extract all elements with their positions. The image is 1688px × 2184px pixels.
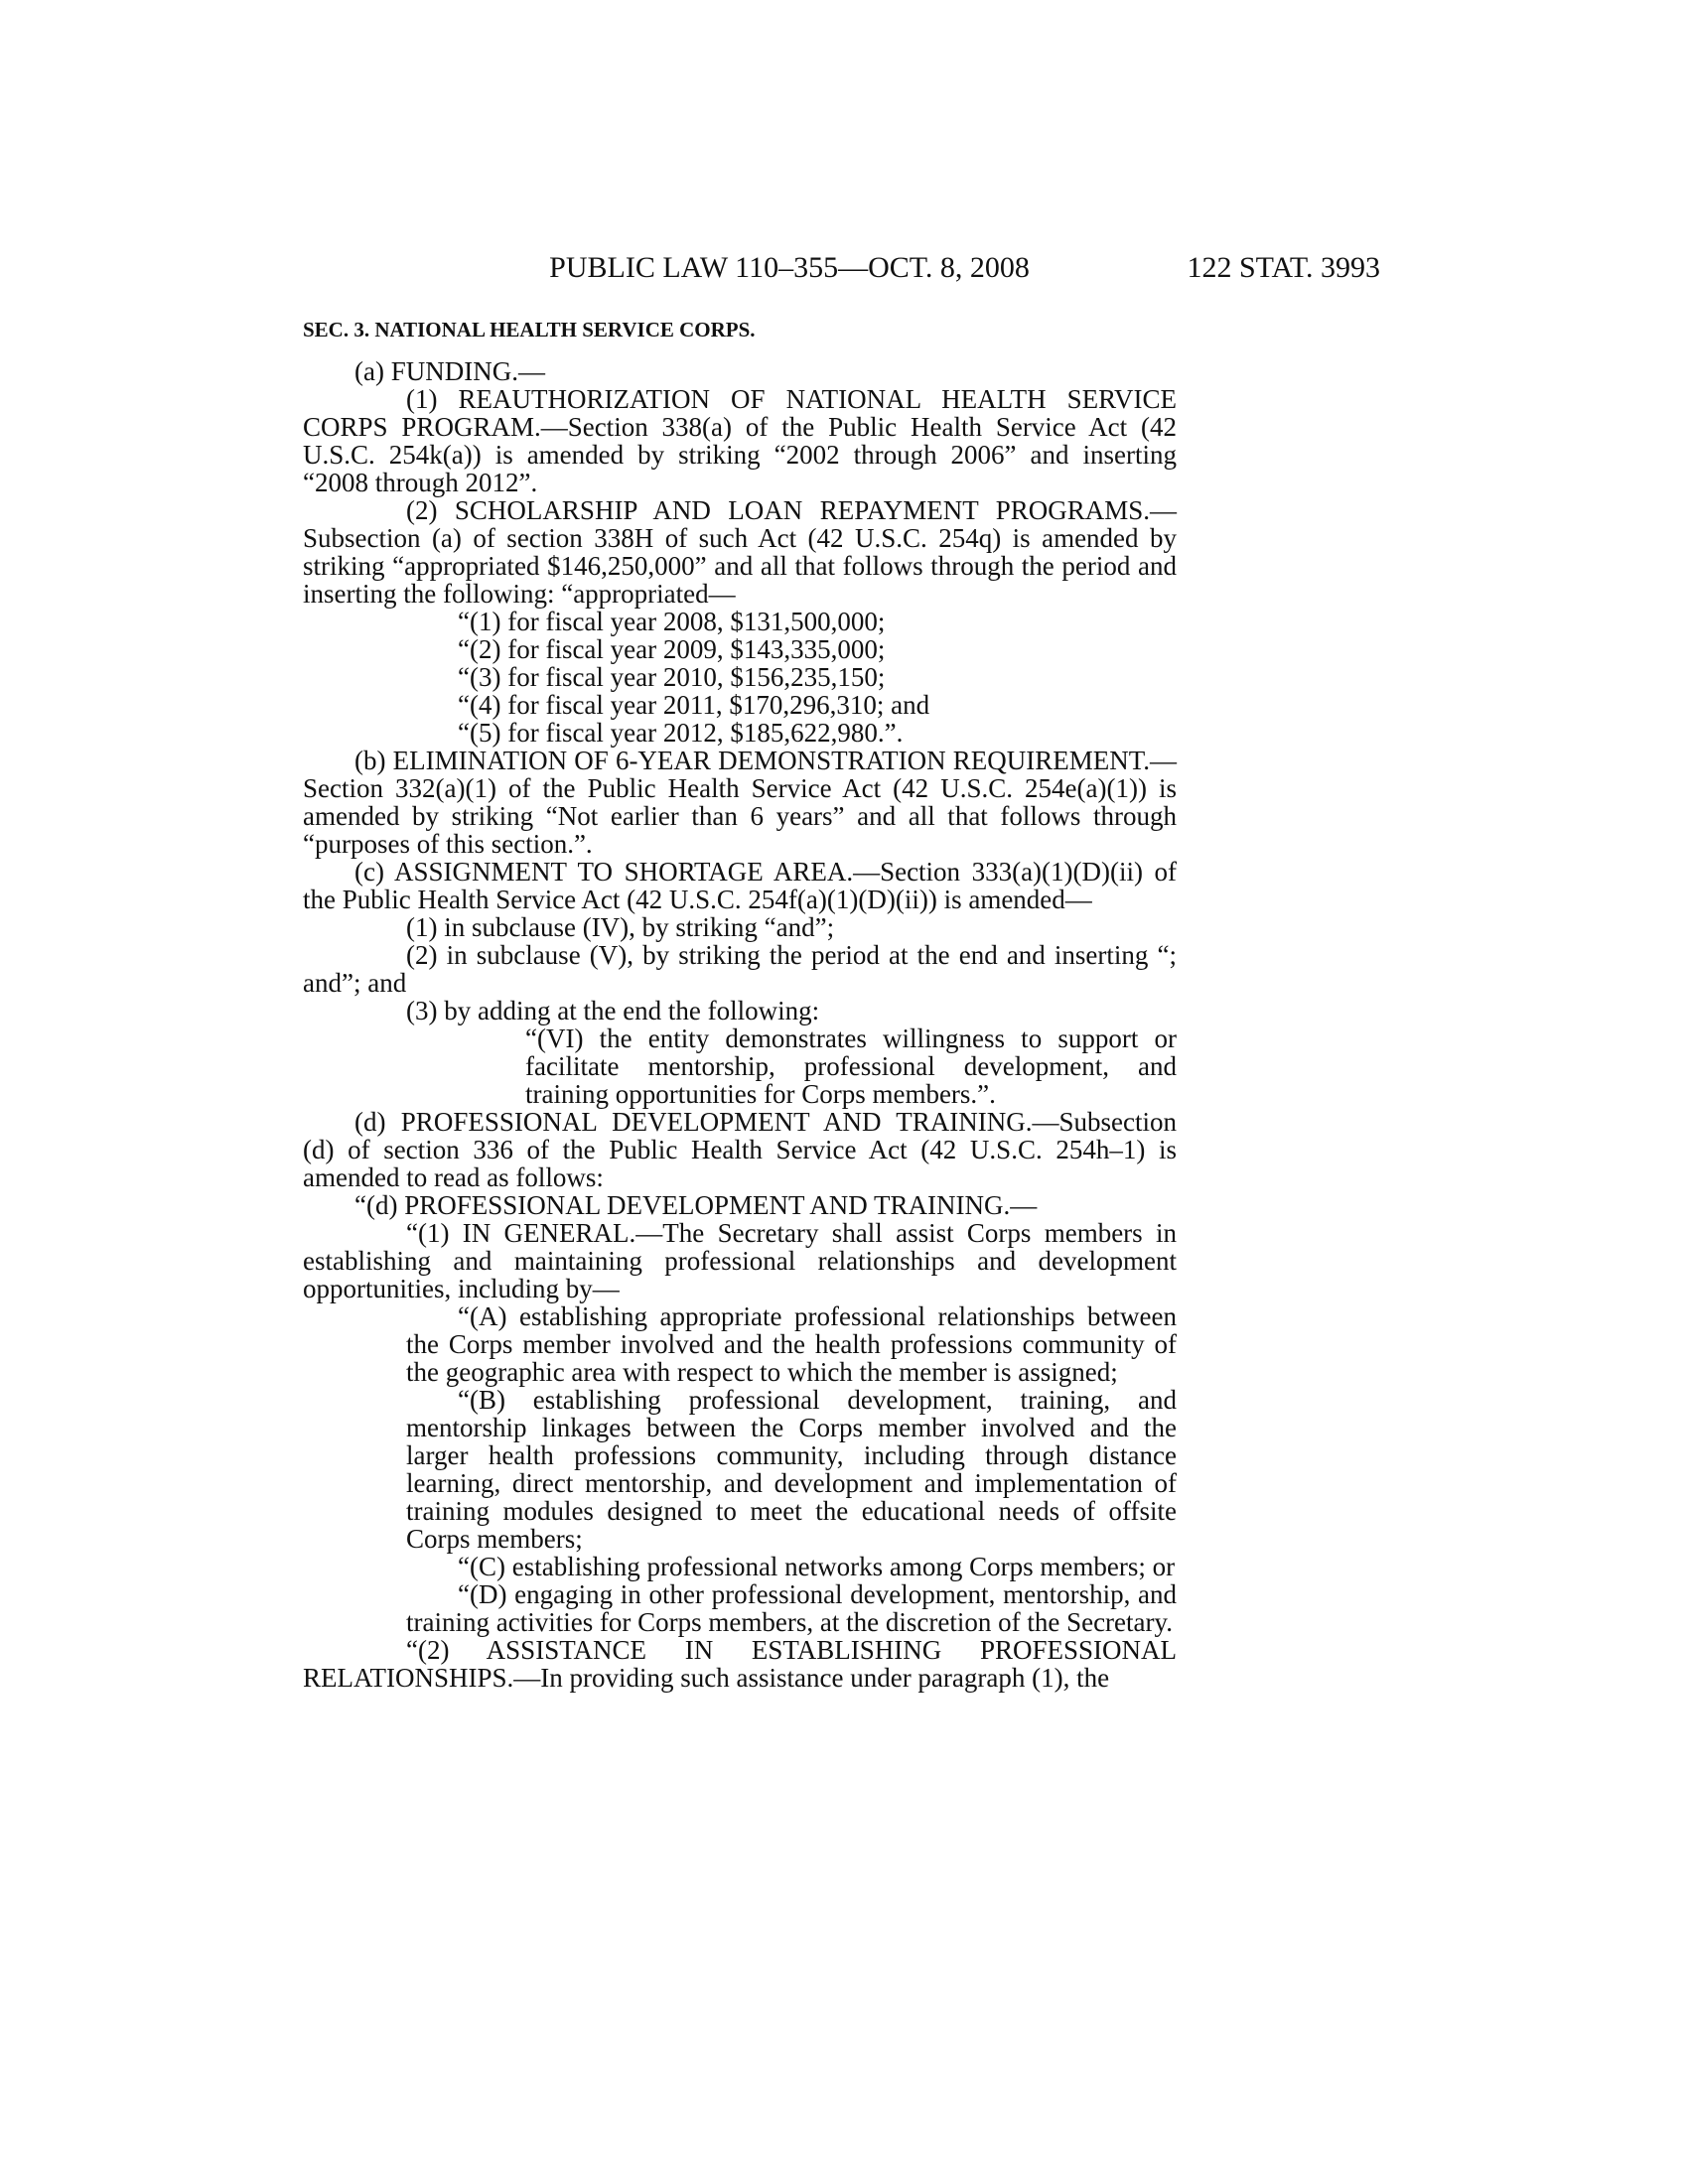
quoted-subsection-d-heading: “(d) PROFESSIONAL DEVELOPMENT AND TRAINING.— — [354, 1190, 1038, 1220]
paragraph-a1: (1) REAUTHORIZATION OF NATIONAL HEALTH SERVICE CORPS PROGRAM.—Section 338(a) of the Public Health Service Act (42 U.S.C. 254k(a)) is amended by striking “2002 through 2006” and inserting “2008 through 2012”. — [303, 384, 1177, 497]
fiscal-year-2008: “(1) for fiscal year 2008, $131,500,000; — [458, 607, 886, 636]
fiscal-year-2012: “(5) for fiscal year 2012, $185,622,980.”. — [458, 718, 904, 748]
document-body — [303, 316, 1177, 1692]
paragraph-c2: (2) in subclause (V), by striking the period at the end and inserting “; and”; and — [303, 940, 1177, 998]
subsection-a: (a) FUNDING.— — [354, 356, 545, 386]
fiscal-year-2010: “(3) for fiscal year 2010, $156,235,150; — [458, 662, 886, 692]
paragraph-c1: (1) in subclause (IV), by striking “and”; — [406, 912, 835, 942]
fiscal-year-2011: “(4) for fiscal year 2011, $170,296,310; and — [458, 690, 930, 720]
quoted-paragraph-2: “(2) ASSISTANCE IN ESTABLISHING PROFESSIONAL RELATIONSHIPS.—In providing such assistance under paragraph (1), the — [303, 1635, 1177, 1693]
paragraph-c3: (3) by adding at the end the following: — [406, 996, 820, 1025]
paragraph-a2: (2) SCHOLARSHIP AND LOAN REPAYMENT PROGRAMS.—Subsection (a) of section 338H of such Act (42 U.S.C. 254q) is amended by striking “appropriated $146,250,000” and all that follows through the period and inserting the following: “appropriated— — [303, 495, 1177, 609]
quoted-paragraph-1: “(1) IN GENERAL.—The Secretary shall assist Corps members in establishing and maintaining professional relationships and development opportunities, including by— — [303, 1218, 1177, 1303]
running-header — [303, 246, 1380, 290]
stat-page-number: 122 STAT. 3993 — [1187, 251, 1380, 284]
subclause-vi: “(VI) the entity demonstrates willingness to support or facilitate mentorship, professional development, and training opportunities for Corps members.”. — [525, 1024, 1177, 1109]
quoted-clause-c: “(C) establishing professional networks among Corps members; or — [458, 1552, 1176, 1581]
quoted-clause-b: “(B) establishing professional development, training, and mentorship linkages between the Corps member involved and the larger health professions community, including through distance learning, direct mentorship, and development and implementation of training modules designed to meet the educational needs of offsite Corps members; — [406, 1385, 1177, 1554]
section-heading: SEC. 3. NATIONAL HEALTH SERVICE CORPS. — [303, 318, 756, 341]
quoted-clause-d: “(D) engaging in other professional development, mentorship, and training activities for Corps members, at the discretion of the Secretary. — [406, 1579, 1177, 1637]
subsection-d: (d) PROFESSIONAL DEVELOPMENT AND TRAINING.—Subsection (d) of section 336 of the Public Health Service Act (42 U.S.C. 254h–1) is amended to read as follows: — [303, 1107, 1177, 1192]
quoted-clause-a: “(A) establishing appropriate professional relationships between the Corps member involved and the health professions community of the geographic area with respect to which the member is assigned; — [406, 1301, 1177, 1387]
subsection-b: (b) ELIMINATION OF 6-YEAR DEMONSTRATION REQUIREMENT.—Section 332(a)(1) of the Public Health Service Act (42 U.S.C. 254e(a)(1)) is amended by striking “Not earlier than 6 years” and all that follows through “purposes of this section.”. — [303, 746, 1177, 859]
public-law-title: PUBLIC LAW 110–355—OCT. 8, 2008 — [549, 251, 1030, 284]
subsection-c: (c) ASSIGNMENT TO SHORTAGE AREA.—Section 333(a)(1)(D)(ii) of the Public Health Service Act (42 U.S.C. 254f(a)(1)(D)(ii)) is amended— — [303, 857, 1177, 914]
fiscal-year-2009: “(2) for fiscal year 2009, $143,335,000; — [458, 634, 886, 664]
